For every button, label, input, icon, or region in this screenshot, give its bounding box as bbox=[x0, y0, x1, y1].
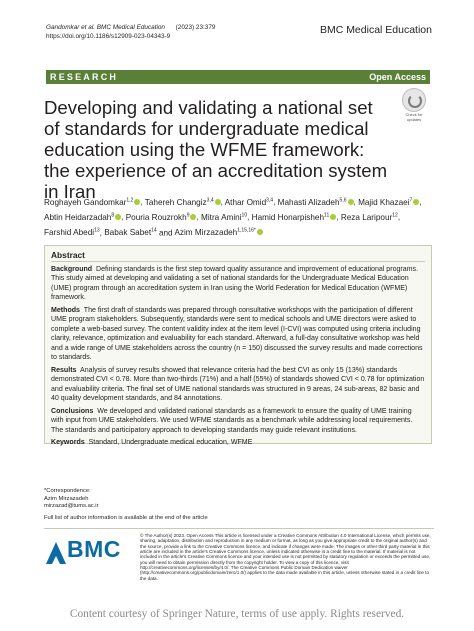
abstract-background: Background Defining standards is the first step toward quality assurance and improvement of educational programs. This study aimed at developing and validating a set of national standards for the Undergraduate Medical Education (UME) program through an accreditation system in Iran using the World Federation for Medical Education (WFME) framework. bbox=[51, 266, 419, 302]
citation-year: (2023) 23:379 bbox=[175, 24, 216, 31]
orcid-icon[interactable] bbox=[190, 214, 196, 220]
abstract-heading: Abstract bbox=[51, 250, 85, 260]
correspondence-email[interactable]: mirzazad@tums.ac.ir bbox=[44, 503, 99, 510]
abstract-body bbox=[51, 265, 426, 451]
author: Reza Laripour$^{12}$ bbox=[340, 212, 398, 223]
footer-divider bbox=[44, 528, 434, 529]
authors-and: and bbox=[158, 228, 173, 238]
abstract-box bbox=[44, 245, 432, 447]
orcid-icon[interactable] bbox=[215, 199, 221, 205]
correspondence-name: Azim Mirzazadeh bbox=[44, 495, 89, 502]
orcid-icon[interactable] bbox=[257, 229, 263, 235]
open-access-label: Open Access bbox=[369, 72, 426, 82]
abstract-keywords: Keywords Standard, Undergraduate medical education, WFME bbox=[51, 439, 253, 447]
check-for-updates-label: Check for updates bbox=[405, 112, 423, 122]
orcid-icon[interactable] bbox=[115, 214, 121, 220]
correspondence-label: *Correspondence: bbox=[44, 488, 91, 494]
author-info-note: Full list of author information is available at the end of the article bbox=[44, 514, 208, 521]
abstract-divider bbox=[51, 261, 425, 262]
author: Babak Sabet$^{14}$ bbox=[104, 227, 157, 238]
correspondence-block bbox=[44, 488, 224, 522]
orcid-icon[interactable] bbox=[348, 199, 354, 205]
abstract-results: Results Analysis of survey results showed that relevance criteria had the best CVI as only 15 (13%) standards demonstrated CVI < 0.78. More than two-thirds (71%) and a half (55%) of standards showed CVI < 0.78 for optimization and evaluability criteria. The final set of UME national standards was structured in 9 areas, 24 sub-areas, 82 basic and 40 quality development standards, and 84 annotations. bbox=[51, 366, 425, 403]
author-list: Roghayeh Gandomkar$^{1,2}$ , Tahereh Changiz$^{3,4}$ , Athar Omid$^{3,4}$, Mahasti Alizadeh$^{5,6}$ , Majid Khazaei$^7$ , Abtin Heidarzadah$^8$ , Pouria Rouzrokh$^9$ , Mitra Amini$^{10}$, Hamid Honarpisheh$^{11}$ , Reza Laripour$^{12}$, Farshid Abedi$^{13}$, Babak Sabet$^{14}$ and Azim Mirzazadeh$^{1,15,16*}$ bbox=[44, 197, 422, 238]
author: Roghayeh Gandomkar$^{1,2}$ bbox=[44, 198, 140, 207]
article-title: Developing and validating a national set of standards for undergraduate medical education using the WFME framework: the experience of an accreditation system in Iran bbox=[44, 97, 388, 202]
author: Azim Mirzazadeh$^{1,15,16*}$ bbox=[174, 228, 262, 237]
doi-link[interactable]: https://doi.org/10.1186/s12909-023-04343-9 bbox=[46, 32, 171, 40]
check-for-updates[interactable] bbox=[399, 88, 429, 122]
author: Majid Khazaei$^7$ bbox=[358, 198, 419, 207]
abstract-conclusions: Conclusions We developed and validated national standards as a framework to ensure the quality of UME training with input from UME stakeholders. We used WFME standards as a benchmark while addressing local requirements. The standards and participatory approach to developing standards may guide relevant institutions. bbox=[51, 407, 413, 434]
article-type-label: RESEARCH bbox=[50, 72, 119, 82]
orcid-icon[interactable] bbox=[134, 199, 140, 205]
check-for-updates-icon bbox=[402, 88, 426, 112]
author: Athar Omid$^{3,4}$ bbox=[224, 197, 274, 207]
journal-name: BMC Medical Education bbox=[319, 24, 432, 36]
article-type-band bbox=[46, 70, 430, 84]
citation-header bbox=[46, 24, 215, 41]
orcid-icon[interactable] bbox=[413, 199, 419, 205]
courtesy-watermark: Content courtesy of Springer Nature, terms of use apply. Rights reserved. bbox=[69, 608, 405, 620]
author: Tahereh Changiz$^{3,4}$ bbox=[145, 198, 221, 207]
bmc-logo-text: BMC bbox=[67, 536, 121, 562]
author: Abtin Heidarzadah$^8$ bbox=[44, 213, 121, 222]
orcid-icon[interactable] bbox=[330, 214, 336, 220]
abstract-methods: Methods The first draft of standards was prepared through consultative workshops with the participation of different UME program stakeholders. Subsequently, standards were sent to medical schools and UME directors were asked to complete a web-based survey. The content validity index at the item level (I-CVI) was computed using criteria including clarity, relevance, optimization and evaluability for each standard. Afterward, a full-day consultative workshop was held and a wide range of UME stakeholders across the country (n = 150) discussed the survey results and made corrections to standards. bbox=[51, 307, 423, 362]
author: Mitra Amini$^{10}$ bbox=[201, 212, 248, 223]
author: Mahasti Alizadeh$^{5,6}$ bbox=[278, 198, 354, 207]
author: Hamid Honarpisheh$^{11}$ bbox=[252, 213, 337, 222]
citation-journal: Gandomkar et al. BMC Medical Education bbox=[46, 24, 165, 31]
license-text: © The Author(s) 2023. Open Access This article is licensed under a Creative Commons Attribution 4.0 International License, which permits use, sharing, adaptation, distribution and reproduction in any medium or format, as long as you give appropriate credit to the original author(s) and the source, provide a link to the Creative Commons licence, and indicate if changes were made. The images or other third party material in this article are included in the article's Creative Commons licence, unless indicated otherwise in a credit line to the material. If material is not included in the article's Creative Commons licence and your intended use is not permitted by statutory regulation or exceeds the permitted use, you will need to obtain permission directly from the copyright holder. To view a copy of this licence, visit http://creativecommons.org/licenses/by/4.0/. The Creative Commons Public Domain Dedication waiver (http://creativecommons.org/publicdomain/zero/1.0/) applies to the data made available in this article, unless otherwise stated in a credit line to the data. bbox=[140, 533, 431, 581]
author: Farshid Abedi$^{13}$ bbox=[44, 227, 100, 238]
author: Pouria Rouzrokh$^9$ bbox=[126, 213, 197, 222]
